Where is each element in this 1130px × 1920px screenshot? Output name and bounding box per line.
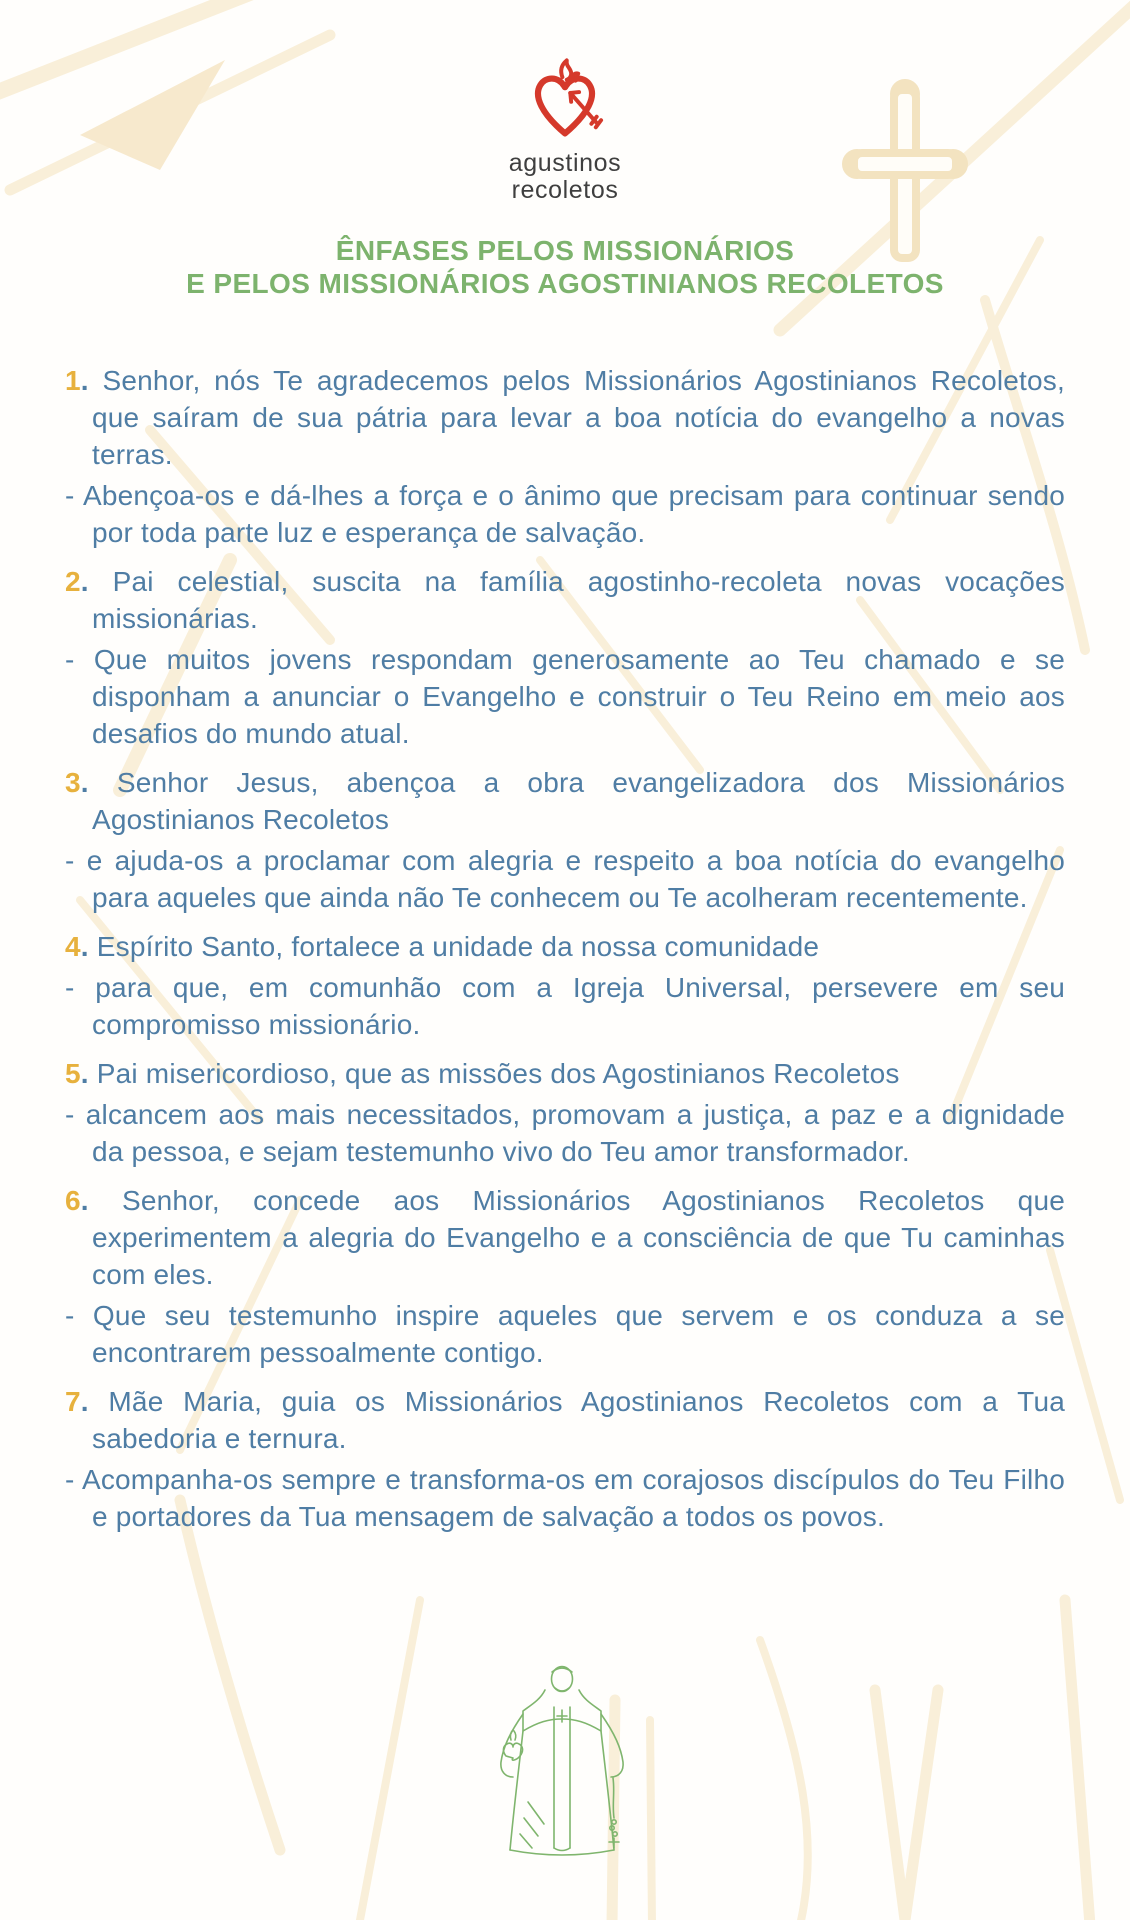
friar-with-flaming-heart-watermark — [462, 1652, 667, 1877]
prayer-number: 7 — [65, 1386, 81, 1417]
prayer-petition-text: Pai misericordioso, que as missões dos Agostinianos Recoletos — [96, 1058, 900, 1089]
prayer-petition — [65, 563, 1065, 637]
prayer-number-dot: . — [80, 566, 89, 597]
logo-name-line2: recoletos — [511, 176, 619, 204]
prayer-item-3 — [65, 764, 1065, 916]
prayer-number-dot: . — [80, 1185, 89, 1216]
prayer-petition — [65, 1182, 1065, 1293]
page-title-line1: ÊNFASES PELOS MISSIONÁRIOS — [335, 235, 795, 266]
prayer-response: - Que seu testemunho inspire aqueles que servem e os conduza a se encontrarem pessoalmente contigo. — [65, 1300, 1065, 1368]
prayer-number: 4 — [65, 931, 81, 962]
logo — [0, 0, 1130, 204]
prayer-petition — [65, 1055, 1065, 1092]
prayer-petition — [65, 928, 1065, 965]
prayer-item-2 — [65, 563, 1065, 752]
prayer-petition-text: Senhor Jesus, abençoa a obra evangelizadora dos Missionários Agostinianos Recoletos — [92, 767, 1065, 835]
prayer-petition-text: Senhor, concede aos Missionários Agostinianos Recoletos que experimentem a alegria do Evangelho e a consciência de que Tu caminhas com eles. — [92, 1185, 1065, 1290]
prayer-petition — [65, 764, 1065, 838]
prayer-petition-text: Mãe Maria, guia os Missionários Agostinianos Recoletos com a Tua sabedoria e ternura. — [92, 1386, 1065, 1454]
prayer-number-dot: . — [80, 1386, 89, 1417]
prayer-petition-text: Pai celestial, suscita na família agostinho-recoleta novas vocações missionárias. — [92, 566, 1065, 634]
prayer-number: 2 — [65, 566, 81, 597]
page-title — [30, 234, 1100, 300]
prayer-response: - Que muitos jovens respondam generosamente ao Teu chamado e se disponham a anunciar o Evangelho e construir o Teu Reino em meio aos desafios do mundo atual. — [65, 644, 1065, 749]
prayer-petition-text: Senhor, nós Te agradecemos pelos Missionários Agostinianos Recoletos, que saíram de sua pátria para levar a boa notícia do evangelho a novas terras. — [92, 365, 1065, 470]
prayer-list — [65, 362, 1065, 1535]
prayer-number-dot: . — [80, 1058, 89, 1089]
sacred-heart-flame-arrow-icon — [521, 56, 609, 144]
prayer-number: 1 — [65, 365, 81, 396]
prayer-number: 5 — [65, 1058, 81, 1089]
prayer-number-dot: . — [80, 365, 89, 396]
prayer-number-dot: . — [80, 767, 89, 798]
prayer-item-4 — [65, 928, 1065, 1043]
prayer-item-1 — [65, 362, 1065, 551]
prayer-petition — [65, 1383, 1065, 1457]
prayer-number: 6 — [65, 1185, 81, 1216]
prayer-item-5 — [65, 1055, 1065, 1170]
prayer-response: - para que, em comunhão com a Igreja Universal, persevere em seu compromisso missionário. — [65, 972, 1065, 1040]
page-title-line2: E PELOS MISSIONÁRIOS AGOSTINIANOS RECOLETOS — [186, 268, 944, 299]
prayer-petition-text: Espírito Santo, fortalece a unidade da nossa comunidade — [96, 931, 820, 962]
prayer-number: 3 — [65, 767, 81, 798]
prayer-response: - e ajuda-os a proclamar com alegria e respeito a boa notícia do evangelho para aqueles que ainda não Te conhecem ou Te acolheram recentemente. — [65, 845, 1065, 913]
prayer-number-dot: . — [80, 931, 89, 962]
prayer-item-6 — [65, 1182, 1065, 1371]
prayer-item-7 — [65, 1383, 1065, 1535]
prayer-response: - Acompanha-os sempre e transforma-os em corajosos discípulos do Teu Filho e portadores da Tua mensagem de salvação a todos os povos. — [65, 1464, 1065, 1532]
prayer-response: - alcancem aos mais necessitados, promovam a justiça, a paz e a dignidade da pessoa, e sejam testemunho vivo do Teu amor transformador. — [65, 1099, 1065, 1167]
logo-name-line1: agustinos — [508, 149, 622, 177]
prayer-response: - Abençoa-os e dá-lhes a força e o ânimo que precisam para continuar sendo por toda parte luz e esperança de salvação. — [65, 480, 1065, 548]
prayer-petition — [65, 362, 1065, 473]
